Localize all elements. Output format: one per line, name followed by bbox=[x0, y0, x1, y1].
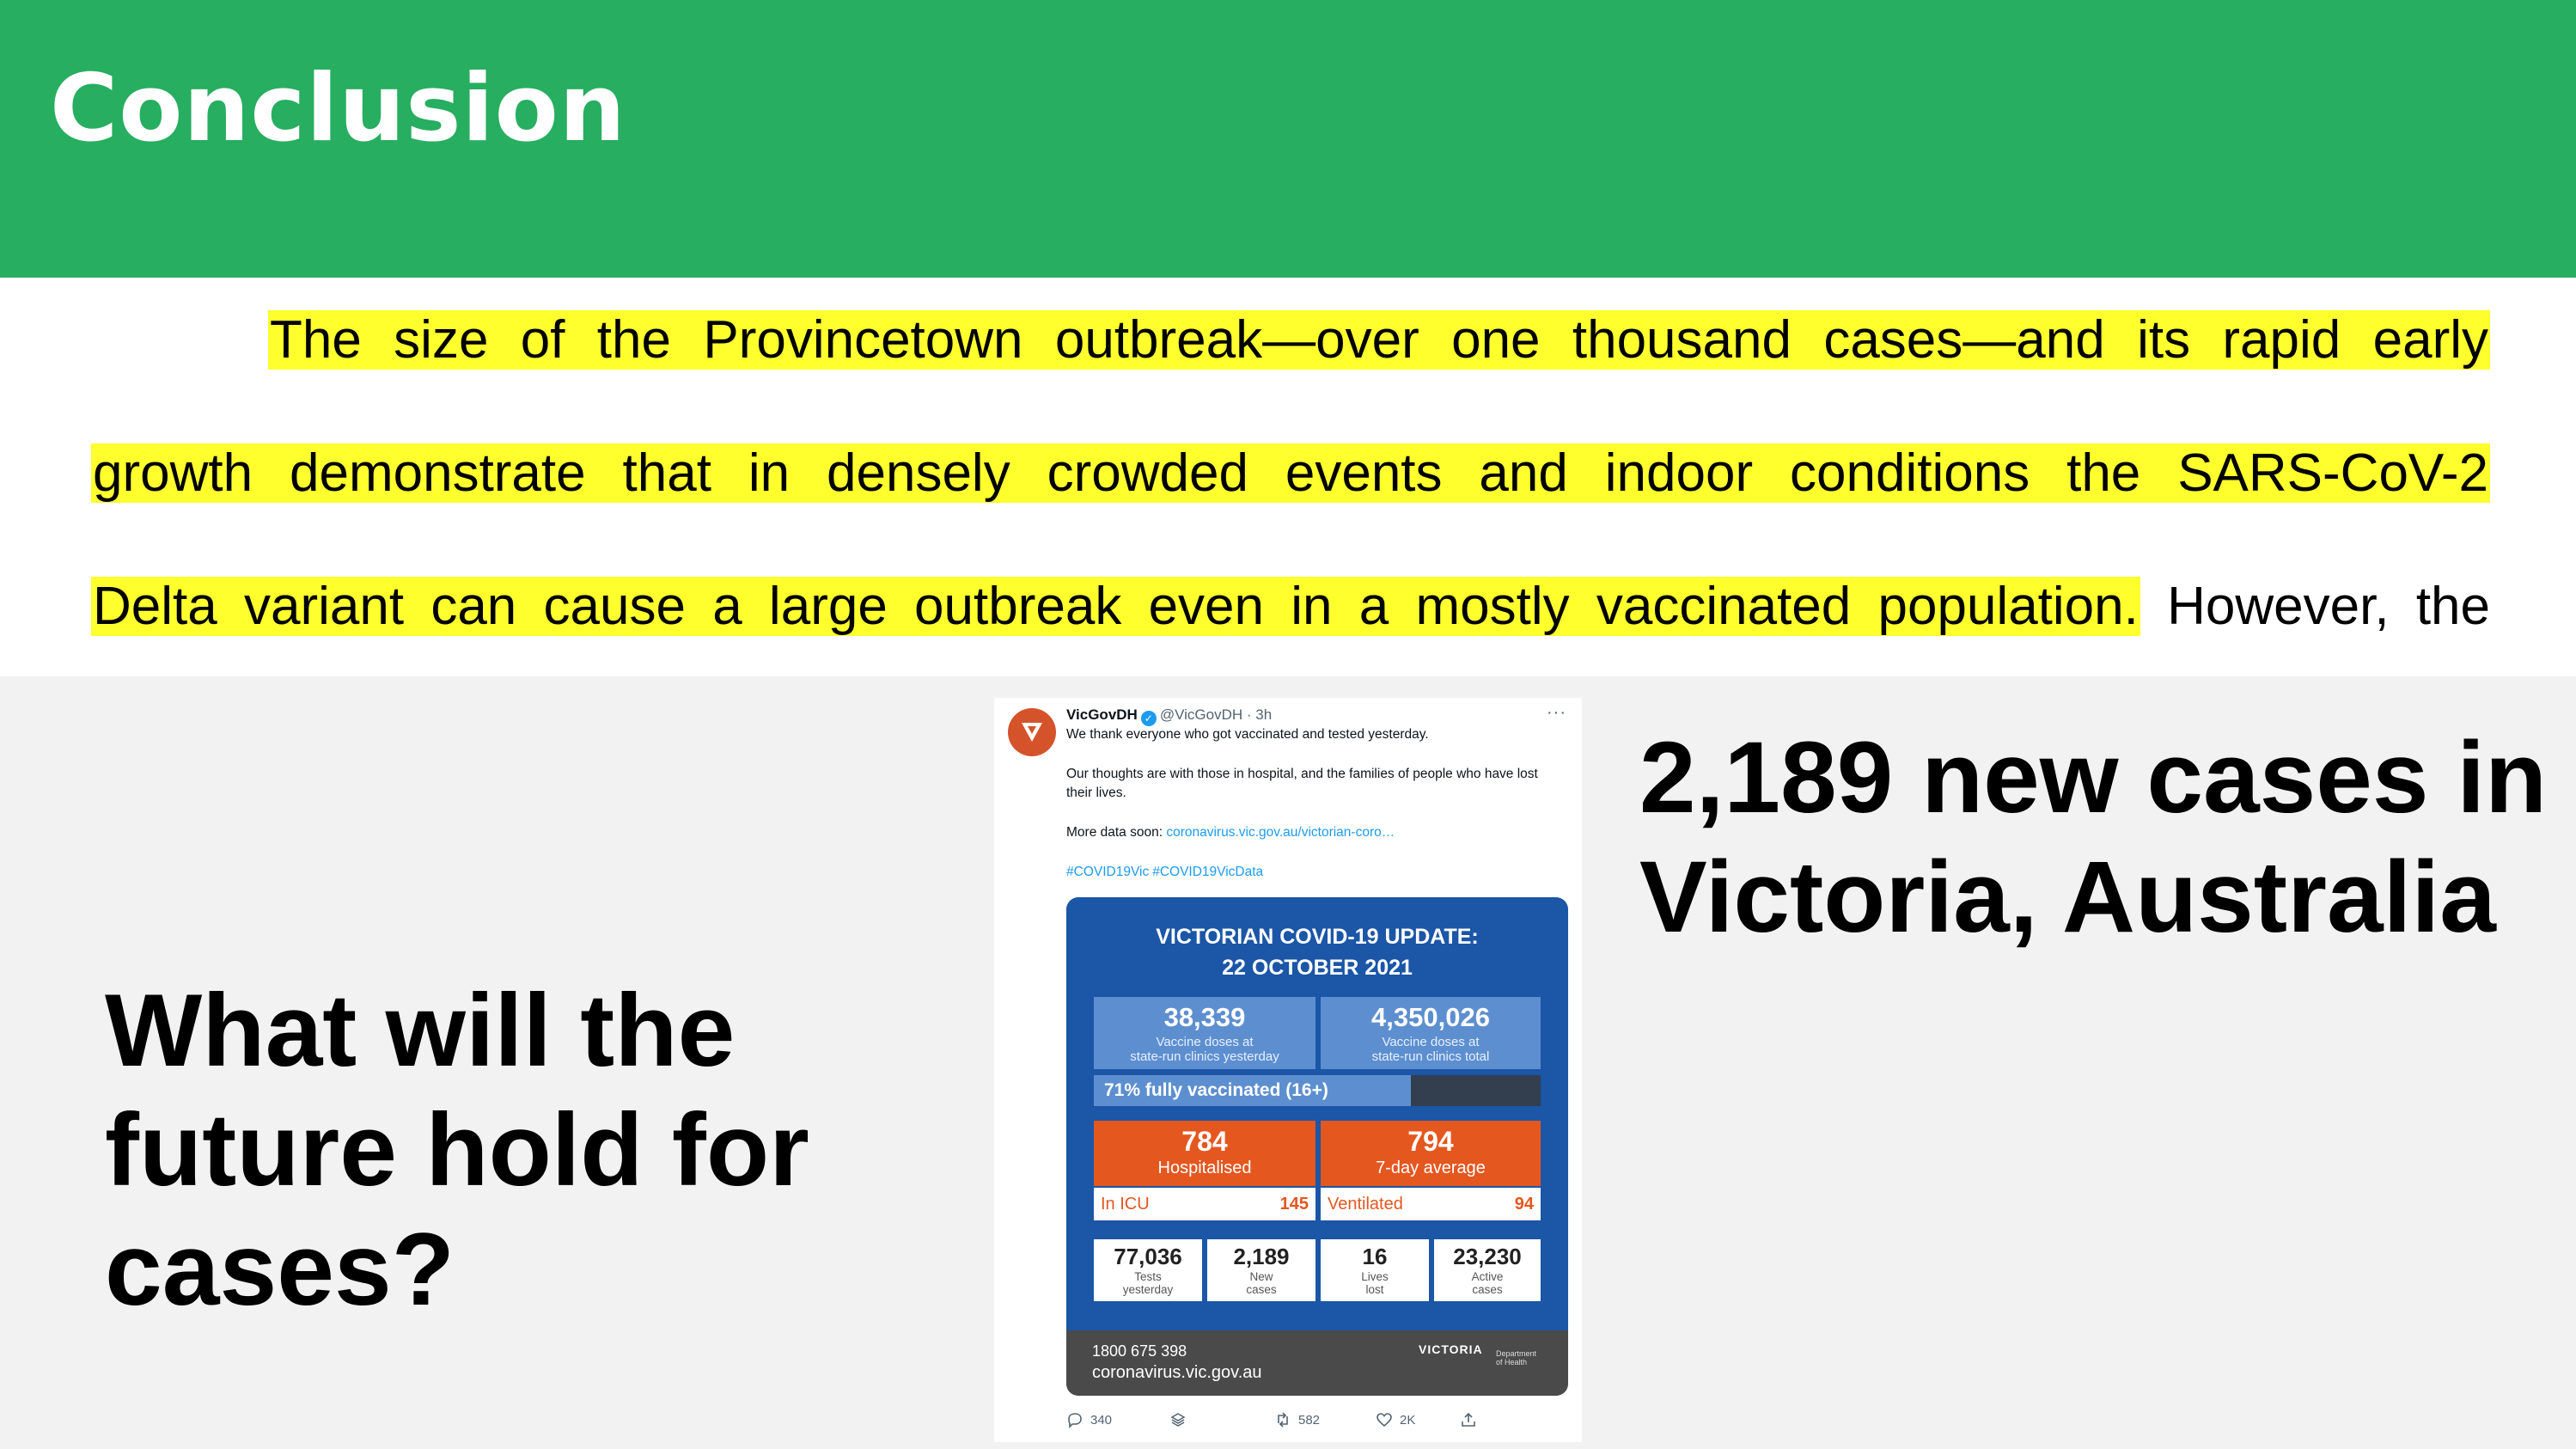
victoria-logo: VICTORIA bbox=[1419, 1342, 1483, 1356]
active-cases-value: 23,230 bbox=[1453, 1244, 1522, 1269]
hashtag-covid19vicdata[interactable]: #COVID19VicData bbox=[1152, 865, 1264, 879]
hotline-number: 1800 675 398 bbox=[1092, 1342, 1187, 1360]
share-stack-button[interactable] bbox=[1169, 1411, 1187, 1428]
covid-update-infographic[interactable] bbox=[1066, 897, 1568, 1396]
vaccination-progress-bar bbox=[1094, 1075, 1541, 1106]
tweet-time: · 3h bbox=[1246, 706, 1273, 723]
tweet-header bbox=[1066, 706, 1272, 726]
department-line-2: of Health bbox=[1496, 1358, 1528, 1366]
doses-total-label-1: Vaccine doses at bbox=[1382, 1035, 1480, 1049]
doses-total-label-2: state-run clinics total bbox=[1371, 1049, 1490, 1064]
icu-label: In ICU bbox=[1101, 1194, 1150, 1214]
tweet-text-3-prefix: More data soon: bbox=[1066, 825, 1167, 840]
tweet-author-name[interactable]: VicGovDH bbox=[1066, 706, 1138, 723]
retweet-count: 582 bbox=[1298, 1412, 1321, 1428]
more-options-icon[interactable]: ··· bbox=[1547, 703, 1566, 722]
excerpt-line-2 bbox=[91, 441, 2490, 506]
new-cases-label-1: New bbox=[1249, 1270, 1273, 1283]
cases-headline: 2,189 new cases in Victoria, Australia bbox=[1639, 721, 2548, 954]
lives-lost-value: 16 bbox=[1362, 1244, 1388, 1269]
hospitalised-box bbox=[1094, 1121, 1315, 1186]
slide-title: Conclusion bbox=[50, 55, 626, 162]
tweet-text-2: Our thoughts are with those in hospital, and the families of people who have lost their lives. bbox=[1066, 767, 1538, 800]
ventilated-label: Ventilated bbox=[1328, 1194, 1403, 1214]
doses-yesterday-label-2: state-run clinics yesterday bbox=[1130, 1049, 1279, 1064]
victoria-v-icon bbox=[1019, 719, 1045, 745]
slide-header bbox=[0, 0, 2576, 278]
tests-label-2: yesterday bbox=[1122, 1283, 1174, 1296]
vicgov-avatar[interactable] bbox=[1008, 708, 1056, 756]
icu-value: 145 bbox=[1279, 1194, 1309, 1214]
share-button[interactable] bbox=[1460, 1411, 1477, 1428]
vaccination-progress-label: 71% fully vaccinated (16+) bbox=[1104, 1080, 1328, 1100]
seven-day-average-label: 7-day average bbox=[1376, 1159, 1486, 1177]
verified-badge-icon: ✓ bbox=[1141, 711, 1157, 726]
reply-count: 340 bbox=[1090, 1412, 1113, 1428]
department-line-1: Department bbox=[1496, 1349, 1537, 1358]
infographic-title bbox=[1066, 921, 1568, 983]
active-cases-box bbox=[1434, 1239, 1541, 1301]
like-count: 2K bbox=[1400, 1412, 1416, 1428]
tweet-text-3 bbox=[1066, 823, 1565, 842]
footer-website: coronavirus.vic.gov.au bbox=[1092, 1363, 1262, 1382]
lives-lost-label-1: Lives bbox=[1361, 1270, 1389, 1283]
doses-total-box bbox=[1321, 997, 1541, 1069]
excerpt-line-3-plain: However, the bbox=[2167, 577, 2491, 636]
icu-row bbox=[1094, 1188, 1315, 1220]
active-cases-label-1: Active bbox=[1471, 1270, 1504, 1283]
excerpt-line-1-text: The size of the Provincetown outbreak—over one thousand cases—and its rapid early bbox=[270, 310, 2488, 370]
doses-yesterday-value: 38,339 bbox=[1163, 1002, 1246, 1032]
excerpt-line-2-text: growth demonstrate that in densely crowded events and indoor conditions the SARS-CoV-2 bbox=[93, 443, 2488, 503]
reply-icon bbox=[1066, 1411, 1084, 1428]
tests-value: 77,036 bbox=[1114, 1244, 1182, 1269]
share-icon bbox=[1460, 1411, 1477, 1428]
new-cases-label-2: cases bbox=[1246, 1283, 1277, 1296]
tweet-author-handle[interactable]: @VicGovDH bbox=[1159, 706, 1243, 723]
paper-excerpt bbox=[0, 278, 2576, 676]
lives-lost-label-2: lost bbox=[1365, 1283, 1384, 1296]
lives-lost-box bbox=[1321, 1239, 1429, 1301]
seven-day-average-box bbox=[1321, 1121, 1541, 1186]
like-button[interactable] bbox=[1376, 1411, 1415, 1428]
new-cases-box bbox=[1207, 1239, 1315, 1301]
excerpt-line-3-highlighted: Delta variant can cause a large outbreak even in a mostly vaccinated population. bbox=[93, 577, 2139, 636]
reply-button[interactable] bbox=[1066, 1411, 1112, 1428]
heart-icon bbox=[1376, 1411, 1393, 1428]
layers-icon bbox=[1169, 1411, 1187, 1428]
tweet-card[interactable] bbox=[994, 698, 1582, 1442]
question-text: What will the future hold for cases? bbox=[105, 973, 809, 1327]
seven-day-average-value: 794 bbox=[1407, 1126, 1454, 1157]
infographic-title-line-2: 22 OCTOBER 2021 bbox=[1222, 956, 1413, 980]
hospitalised-label: Hospitalised bbox=[1157, 1159, 1252, 1177]
doses-total-value: 4,350,026 bbox=[1371, 1002, 1490, 1032]
tweet-text-1: We thank everyone who got vaccinated and tested yesterday. bbox=[1066, 727, 1429, 742]
excerpt-line-1 bbox=[268, 308, 2490, 373]
excerpt-line-3 bbox=[91, 574, 2490, 639]
tweet-hashtags bbox=[1066, 863, 1565, 882]
doses-yesterday-box bbox=[1094, 997, 1315, 1069]
new-cases-value: 2,189 bbox=[1233, 1244, 1290, 1269]
retweet-icon bbox=[1274, 1411, 1291, 1428]
ventilated-row bbox=[1321, 1188, 1541, 1220]
active-cases-label-2: cases bbox=[1472, 1283, 1503, 1296]
hashtag-covid19vic[interactable]: #COVID19Vic bbox=[1066, 865, 1150, 879]
hospitalised-value: 784 bbox=[1181, 1126, 1228, 1157]
department-of-health-label bbox=[1496, 1349, 1536, 1366]
tweet-actions bbox=[1066, 1411, 1513, 1437]
infographic-footer bbox=[1066, 1330, 1568, 1396]
ventilated-value: 94 bbox=[1514, 1194, 1534, 1214]
tests-label-1: Tests bbox=[1134, 1270, 1162, 1283]
doses-yesterday-label-1: Vaccine doses at bbox=[1156, 1035, 1254, 1049]
infographic-title-line-1: VICTORIAN COVID-19 UPDATE: bbox=[1156, 925, 1479, 949]
retweet-button[interactable] bbox=[1274, 1411, 1320, 1428]
tweet-link[interactable]: coronavirus.vic.gov.au/victorian-coro… bbox=[1166, 825, 1395, 840]
tests-box bbox=[1094, 1239, 1202, 1301]
